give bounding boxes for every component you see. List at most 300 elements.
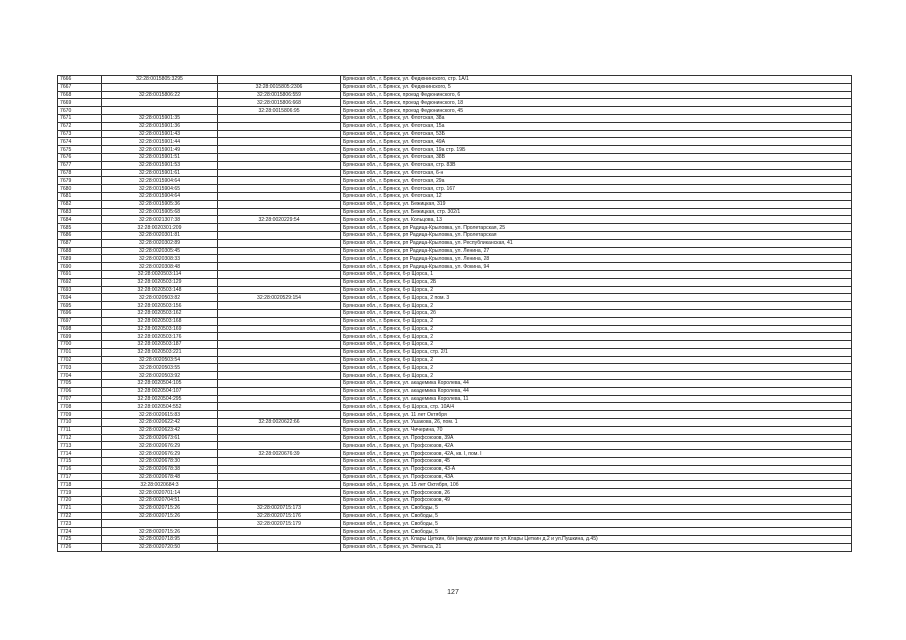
table-row: [58, 255, 852, 263]
row-number-cell: 7707: [58, 395, 102, 403]
related-cadastral-number-cell: [218, 278, 341, 286]
related-cadastral-number-cell: [218, 224, 341, 232]
row-number-cell: 7682: [58, 200, 102, 208]
cadastral-number-cell: 32:28:0015901:51: [102, 153, 218, 161]
cadastral-number-cell: 32:28:0020678:38: [102, 465, 218, 473]
table-row: [58, 286, 852, 294]
registry-table: [57, 75, 852, 552]
related-cadastral-number-cell: [218, 122, 341, 130]
related-cadastral-number-cell: [218, 114, 341, 122]
related-cadastral-number-cell: [218, 309, 341, 317]
address-cell: Брянская обл., г. Брянск, ул. академика Королева, 44: [341, 380, 852, 388]
cadastral-number-cell: 32:28:0020676:29: [102, 450, 218, 458]
table-row: [58, 138, 852, 146]
address-cell: Брянская обл., г. Брянск, рп Радица-Крыловка, ул. Ленина, 27: [341, 247, 852, 255]
cadastral-number-cell: 32:28:0020503:169: [102, 325, 218, 333]
table-row: [58, 317, 852, 325]
related-cadastral-number-cell: 32:28:0020529:154: [218, 294, 341, 302]
related-cadastral-number-cell: [218, 333, 341, 341]
row-number-cell: 7722: [58, 512, 102, 520]
related-cadastral-number-cell: [218, 387, 341, 395]
address-cell: Брянская обл., г. Брянск, ул. Профсоюзов, 43-А: [341, 465, 852, 473]
address-cell: Брянская обл., г. Брянск, ул. Чичерина, 70: [341, 426, 852, 434]
row-number-cell: 7675: [58, 146, 102, 154]
table-row: [58, 325, 852, 333]
related-cadastral-number-cell: [218, 192, 341, 200]
cadastral-number-cell: 32:28:0020623:42: [102, 426, 218, 434]
row-number-cell: 7669: [58, 99, 102, 107]
related-cadastral-number-cell: [218, 263, 341, 271]
cadastral-number-cell: 32:28:0020503:54: [102, 356, 218, 364]
address-cell: Брянская обл., г. Брянск, ул. Флотская, 12: [341, 192, 852, 200]
row-number-cell: 7674: [58, 138, 102, 146]
address-cell: Брянская обл., г. Брянск, ул. Кольцова, 13: [341, 216, 852, 224]
cadastral-number-cell: 32:28:0020503:148: [102, 286, 218, 294]
related-cadastral-number-cell: [218, 317, 341, 325]
cadastral-number-cell: 32:28:0020504:107: [102, 387, 218, 395]
table-row: [58, 473, 852, 481]
table-row: [58, 442, 852, 450]
related-cadastral-number-cell: [218, 403, 341, 411]
cadastral-number-cell: 32:28:0020718:95: [102, 536, 218, 544]
table-row: [58, 231, 852, 239]
related-cadastral-number-cell: 32:28:0015806:95: [218, 107, 341, 115]
registry-table-body: [58, 76, 852, 552]
table-row: [58, 395, 852, 403]
row-number-cell: 7710: [58, 419, 102, 427]
table-row: [58, 169, 852, 177]
address-cell: Брянская обл., г. Брянск, б-р Щорса, 1: [341, 270, 852, 278]
related-cadastral-number-cell: [218, 442, 341, 450]
related-cadastral-number-cell: [218, 169, 341, 177]
table-row: [58, 356, 852, 364]
address-cell: Брянская обл., г. Брянск, б-р Щорса, 2: [341, 317, 852, 325]
row-number-cell: 7709: [58, 411, 102, 419]
cadastral-number-cell: 32:28:0015901:44: [102, 138, 218, 146]
row-number-cell: 7698: [58, 325, 102, 333]
row-number-cell: 7680: [58, 185, 102, 193]
table-row: [58, 536, 852, 544]
row-number-cell: 7696: [58, 309, 102, 317]
cadastral-number-cell: 32:28:0020301:81: [102, 231, 218, 239]
related-cadastral-number-cell: [218, 270, 341, 278]
table-row: [58, 114, 852, 122]
row-number-cell: 7723: [58, 520, 102, 528]
address-cell: Брянская обл., г. Брянск, б-р Щорса, 2б: [341, 309, 852, 317]
related-cadastral-number-cell: [218, 380, 341, 388]
related-cadastral-number-cell: [218, 302, 341, 310]
address-cell: Брянская обл., г. Брянск, б-р Щорса, стр. 2/1: [341, 348, 852, 356]
cadastral-number-cell: [102, 107, 218, 115]
row-number-cell: 7711: [58, 426, 102, 434]
cadastral-number-cell: [102, 520, 218, 528]
table-row: [58, 83, 852, 91]
cadastral-number-cell: 32:28:0015805:3295: [102, 76, 218, 84]
related-cadastral-number-cell: [218, 395, 341, 403]
cadastral-number-cell: 32:28:0020503:114: [102, 270, 218, 278]
related-cadastral-number-cell: [218, 372, 341, 380]
related-cadastral-number-cell: [218, 348, 341, 356]
table-row: [58, 146, 852, 154]
address-cell: Брянская обл., г. Брянск, ул. Профсоюзов, 39А: [341, 434, 852, 442]
table-row: [58, 224, 852, 232]
related-cadastral-number-cell: [218, 286, 341, 294]
row-number-cell: 7703: [58, 364, 102, 372]
address-cell: Брянская обл., г. Брянск, ул. Профсоюзов, 26: [341, 489, 852, 497]
address-cell: Брянская обл., г. Брянск, б-р Щорса, 2: [341, 364, 852, 372]
row-number-cell: 7695: [58, 302, 102, 310]
address-cell: Брянская обл., г. Брянск, проезд Федюнинского, 45: [341, 107, 852, 115]
cadastral-number-cell: 32:28:0020715:26: [102, 512, 218, 520]
table-row: [58, 528, 852, 536]
page-number: 127: [447, 589, 459, 596]
address-cell: Брянская обл., г. Брянск, ул. Флотская, 6-н: [341, 169, 852, 177]
cadastral-number-cell: 32:28:0020504:295: [102, 395, 218, 403]
table-row: [58, 91, 852, 99]
table-row: [58, 208, 852, 216]
address-cell: Брянская обл., г. Брянск, ул. Ушакова, 26, пом. 1: [341, 419, 852, 427]
table-row: [58, 380, 852, 388]
row-number-cell: 7690: [58, 263, 102, 271]
row-number-cell: 7689: [58, 255, 102, 263]
address-cell: Брянская обл., г. Брянск, б-р Щорса, 2: [341, 356, 852, 364]
related-cadastral-number-cell: [218, 528, 341, 536]
cadastral-number-cell: 32:28:0020305:45: [102, 247, 218, 255]
related-cadastral-number-cell: [218, 146, 341, 154]
cadastral-number-cell: 32:28:0020503:82: [102, 294, 218, 302]
cadastral-number-cell: 32:28:0020720:50: [102, 543, 218, 551]
table-row: [58, 465, 852, 473]
row-number-cell: 7693: [58, 286, 102, 294]
table-row: [58, 185, 852, 193]
row-number-cell: 7714: [58, 450, 102, 458]
address-cell: Брянская обл., г. Брянск, б-р Щорса, стр. 10А/4: [341, 403, 852, 411]
cadastral-number-cell: 32:28:0020503:156: [102, 302, 218, 310]
cadastral-number-cell: 32:28:0015901:61: [102, 169, 218, 177]
related-cadastral-number-cell: [218, 356, 341, 364]
row-number-cell: 7725: [58, 536, 102, 544]
related-cadastral-number-cell: [218, 458, 341, 466]
address-cell: Брянская обл., г. Брянск, б-р Щорса, 2: [341, 341, 852, 349]
cadastral-number-cell: 32:28:0020503:129: [102, 278, 218, 286]
address-cell: Брянская обл., г. Брянск, ул. Свободы, 5: [341, 520, 852, 528]
related-cadastral-number-cell: 32:28:0020229:54: [218, 216, 341, 224]
table-row: [58, 434, 852, 442]
table-row: [58, 372, 852, 380]
table-row: [58, 153, 852, 161]
table-row: [58, 294, 852, 302]
row-number-cell: 7712: [58, 434, 102, 442]
row-number-cell: 7720: [58, 497, 102, 505]
row-number-cell: 7666: [58, 76, 102, 84]
address-cell: Брянская обл., г. Брянск, ул. Флотская, 19а стр. 19Б: [341, 146, 852, 154]
related-cadastral-number-cell: [218, 76, 341, 84]
row-number-cell: 7706: [58, 387, 102, 395]
row-number-cell: 7715: [58, 458, 102, 466]
table-row: [58, 239, 852, 247]
cadastral-number-cell: 32:28:0015901:53: [102, 161, 218, 169]
related-cadastral-number-cell: [218, 481, 341, 489]
cadastral-number-cell: 32:28:0020301:209: [102, 224, 218, 232]
table-row: [58, 364, 852, 372]
cadastral-number-cell: 32:28:0020503:221: [102, 348, 218, 356]
registry-sheet: [57, 75, 852, 552]
table-row: [58, 216, 852, 224]
cadastral-number-cell: 32:28:0015901:43: [102, 130, 218, 138]
address-cell: Брянская обл., г. Брянск, ул. Флотская, 53Б: [341, 130, 852, 138]
cadastral-number-cell: 32:28:0020673:61: [102, 434, 218, 442]
table-row: [58, 247, 852, 255]
related-cadastral-number-cell: [218, 231, 341, 239]
related-cadastral-number-cell: [218, 536, 341, 544]
address-cell: Брянская обл., г. Брянск, ул. академика Королева, 11: [341, 395, 852, 403]
address-cell: Брянская обл., г. Брянск, б-р Щорса, 2: [341, 302, 852, 310]
table-row: [58, 192, 852, 200]
cadastral-number-cell: 32:28:0020504:552: [102, 403, 218, 411]
cadastral-number-cell: 32:28:0020503:162: [102, 309, 218, 317]
row-number-cell: 7713: [58, 442, 102, 450]
row-number-cell: 7721: [58, 504, 102, 512]
related-cadastral-number-cell: 32:28:0020622:66: [218, 419, 341, 427]
table-row: [58, 99, 852, 107]
related-cadastral-number-cell: [218, 200, 341, 208]
related-cadastral-number-cell: [218, 325, 341, 333]
related-cadastral-number-cell: [218, 185, 341, 193]
address-cell: Брянская обл., г. Брянск, ул. Энгельса, 21: [341, 543, 852, 551]
address-cell: Брянская обл., г. Брянск, ул. Свободы, 5: [341, 512, 852, 520]
row-number-cell: 7704: [58, 372, 102, 380]
related-cadastral-number-cell: [218, 465, 341, 473]
table-row: [58, 504, 852, 512]
related-cadastral-number-cell: [218, 138, 341, 146]
cadastral-number-cell: 32:28:0015904:64: [102, 192, 218, 200]
address-cell: Брянская обл., г. Брянск, б-р Щорса, 2: [341, 286, 852, 294]
address-cell: Брянская обл., г. Брянск, б-р Щорса, 2Б: [341, 278, 852, 286]
related-cadastral-number-cell: 32:28:0020715:173: [218, 504, 341, 512]
row-number-cell: 7673: [58, 130, 102, 138]
address-cell: Брянская обл., г. Брянск, ул. Федюнинского, 5: [341, 83, 852, 91]
table-row: [58, 543, 852, 551]
cadastral-number-cell: 32:28:0015901:35: [102, 114, 218, 122]
address-cell: Брянская обл., г. Брянск, ул. 11 лет Октября: [341, 411, 852, 419]
cadastral-number-cell: 32:28:0015905:36: [102, 200, 218, 208]
cadastral-number-cell: 32:28:0020676:29: [102, 442, 218, 450]
related-cadastral-number-cell: 32:28:0020676:39: [218, 450, 341, 458]
cadastral-number-cell: 32:28:0020503:168: [102, 317, 218, 325]
table-row: [58, 403, 852, 411]
table-row: [58, 76, 852, 84]
related-cadastral-number-cell: [218, 247, 341, 255]
address-cell: Брянская обл., г. Брянск, ул. Флотская, стр. 167: [341, 185, 852, 193]
address-cell: Брянская обл., г. Брянск, ул. Флотская, 38а: [341, 114, 852, 122]
address-cell: Брянская обл., г. Брянск, ул. Флотская, стр. 83В: [341, 161, 852, 169]
row-number-cell: 7678: [58, 169, 102, 177]
address-cell: Брянская обл., г. Брянск, ул. Бежицкая, стр. 302/1: [341, 208, 852, 216]
row-number-cell: 7679: [58, 177, 102, 185]
address-cell: Брянская обл., г. Брянск, рп Радица-Крыловка, ул. Пролетарская: [341, 231, 852, 239]
table-row: [58, 481, 852, 489]
table-row: [58, 309, 852, 317]
related-cadastral-number-cell: [218, 161, 341, 169]
address-cell: Брянская обл., г. Брянск, б-р Щорса, 2: [341, 325, 852, 333]
row-number-cell: 7705: [58, 380, 102, 388]
address-cell: Брянская обл., г. Брянск, проезд Федюнинского, 6: [341, 91, 852, 99]
cadastral-number-cell: 32:28:0020503:92: [102, 372, 218, 380]
address-cell: Брянская обл., г. Брянск, б-р Щорса, 2 пом. 3: [341, 294, 852, 302]
row-number-cell: 7692: [58, 278, 102, 286]
row-number-cell: 7718: [58, 481, 102, 489]
row-number-cell: 7691: [58, 270, 102, 278]
table-row: [58, 333, 852, 341]
cadastral-number-cell: 32:28:0015904:64: [102, 177, 218, 185]
address-cell: Брянская обл., г. Брянск, ул. академика Королева, 44: [341, 387, 852, 395]
table-row: [58, 302, 852, 310]
address-cell: Брянская обл., г. Брянск, ул. Свободы, 5: [341, 528, 852, 536]
cadastral-number-cell: 32:28:0020704:51: [102, 497, 218, 505]
row-number-cell: 7697: [58, 317, 102, 325]
table-row: [58, 489, 852, 497]
address-cell: Брянская обл., г. Брянск, ул. Профсоюзов, 42А, кв. I, пом. I: [341, 450, 852, 458]
address-cell: Брянская обл., г. Брянск, ул. Профсоюзов, 49: [341, 497, 852, 505]
address-cell: Брянская обл., г. Брянск, ул. Бежицкая, 319: [341, 200, 852, 208]
address-cell: Брянская обл., г. Брянск, рп Радица-Крыловка, ул. Пролетарская, 25: [341, 224, 852, 232]
cadastral-number-cell: 32:28:0020615:83: [102, 411, 218, 419]
table-row: [58, 497, 852, 505]
cadastral-number-cell: 32:28:0020715:26: [102, 528, 218, 536]
address-cell: Брянская обл., г. Брянск, рп Радица-Крыловка, ул. Фокина, 94: [341, 263, 852, 271]
related-cadastral-number-cell: 32:28:0015806:559: [218, 91, 341, 99]
address-cell: Брянская обл., г. Брянск, ул. Клары Цеткин, б/н (между домами по ул.Клары Цеткин д.2 и ул.Пушкина, д.45): [341, 536, 852, 544]
related-cadastral-number-cell: [218, 255, 341, 263]
address-cell: Брянская обл., г. Брянск, ул. Профсоюзов, 42А: [341, 442, 852, 450]
table-row: [58, 200, 852, 208]
cadastral-number-cell: 32:28:0020308:48: [102, 263, 218, 271]
related-cadastral-number-cell: [218, 208, 341, 216]
cadastral-number-cell: 32:28:0015901:49: [102, 146, 218, 154]
row-number-cell: 7699: [58, 333, 102, 341]
cadastral-number-cell: 32:28:0020684:3: [102, 481, 218, 489]
related-cadastral-number-cell: 32:28:0015806:668: [218, 99, 341, 107]
address-cell: Брянская обл., г. Брянск, ул. Флотская, 15а: [341, 122, 852, 130]
related-cadastral-number-cell: [218, 434, 341, 442]
cadastral-number-cell: [102, 83, 218, 91]
address-cell: Брянская обл., г. Брянск, б-р Щорса, 2: [341, 333, 852, 341]
row-number-cell: 7726: [58, 543, 102, 551]
related-cadastral-number-cell: [218, 411, 341, 419]
cadastral-number-cell: 32:28:0015806:22: [102, 91, 218, 99]
table-row: [58, 450, 852, 458]
address-cell: Брянская обл., г. Брянск, ул. Флотская, 49А: [341, 138, 852, 146]
row-number-cell: 7670: [58, 107, 102, 115]
row-number-cell: 7671: [58, 114, 102, 122]
table-row: [58, 458, 852, 466]
cadastral-number-cell: 32:28:0020715:26: [102, 504, 218, 512]
related-cadastral-number-cell: [218, 489, 341, 497]
row-number-cell: 7667: [58, 83, 102, 91]
table-row: [58, 161, 852, 169]
cadastral-number-cell: 32:28:0020678:48: [102, 473, 218, 481]
address-cell: Брянская обл., г. Брянск, рп Радица-Крыловка, ул. Республиканская, 41: [341, 239, 852, 247]
cadastral-number-cell: 32:28:0020678:30: [102, 458, 218, 466]
cadastral-number-cell: 32:28:0015905:68: [102, 208, 218, 216]
address-cell: Брянская обл., г. Брянск, ул. 15 лет Октября, 10б: [341, 481, 852, 489]
address-cell: Брянская обл., г. Брянск, б-р Щорса, 2: [341, 372, 852, 380]
table-row: [58, 387, 852, 395]
address-cell: Брянская обл., г. Брянск, ул. Свободы, 5: [341, 504, 852, 512]
row-number-cell: 7685: [58, 224, 102, 232]
cadastral-number-cell: 32:28:0020622:42: [102, 419, 218, 427]
related-cadastral-number-cell: [218, 341, 341, 349]
table-row: [58, 419, 852, 427]
related-cadastral-number-cell: [218, 364, 341, 372]
cadastral-number-cell: 32:28:0020308:33: [102, 255, 218, 263]
table-row: [58, 426, 852, 434]
row-number-cell: 7677: [58, 161, 102, 169]
table-row: [58, 263, 852, 271]
cadastral-number-cell: 32:28:0020503:176: [102, 333, 218, 341]
cadastral-number-cell: 32:28:0020701:14: [102, 489, 218, 497]
row-number-cell: 7681: [58, 192, 102, 200]
cadastral-number-cell: 32:28:0020302:89: [102, 239, 218, 247]
table-row: [58, 520, 852, 528]
related-cadastral-number-cell: [218, 543, 341, 551]
address-cell: Брянская обл., г. Брянск, рп Радица-Крыловка, ул. Ленина, 28: [341, 255, 852, 263]
address-cell: Брянская обл., г. Брянск, ул. Федюнинского, стр. 1А/1: [341, 76, 852, 84]
related-cadastral-number-cell: 32:28:0015805:2306: [218, 83, 341, 91]
related-cadastral-number-cell: 32:28:0020715:176: [218, 512, 341, 520]
row-number-cell: 7687: [58, 239, 102, 247]
cadastral-number-cell: 32:28:0020504:105: [102, 380, 218, 388]
table-row: [58, 348, 852, 356]
table-row: [58, 341, 852, 349]
table-row: [58, 130, 852, 138]
table-row: [58, 177, 852, 185]
table-row: [58, 512, 852, 520]
row-number-cell: 7717: [58, 473, 102, 481]
address-cell: Брянская обл., г. Брянск, ул. Флотская, 29а: [341, 177, 852, 185]
table-row: [58, 107, 852, 115]
table-row: [58, 270, 852, 278]
related-cadastral-number-cell: [218, 426, 341, 434]
related-cadastral-number-cell: [218, 497, 341, 505]
row-number-cell: 7686: [58, 231, 102, 239]
table-row: [58, 278, 852, 286]
cadastral-number-cell: [102, 99, 218, 107]
cadastral-number-cell: 32:28:0021307:38: [102, 216, 218, 224]
row-number-cell: 7700: [58, 341, 102, 349]
row-number-cell: 7702: [58, 356, 102, 364]
table-row: [58, 122, 852, 130]
related-cadastral-number-cell: [218, 473, 341, 481]
related-cadastral-number-cell: 32:28:0020715:179: [218, 520, 341, 528]
row-number-cell: 7668: [58, 91, 102, 99]
address-cell: Брянская обл., г. Брянск, ул. Профсоюзов, 45: [341, 458, 852, 466]
row-number-cell: 7684: [58, 216, 102, 224]
cadastral-number-cell: 32:28:0020503:55: [102, 364, 218, 372]
related-cadastral-number-cell: [218, 153, 341, 161]
address-cell: Брянская обл., г. Брянск, проезд Федюнинского, 18: [341, 99, 852, 107]
related-cadastral-number-cell: [218, 239, 341, 247]
row-number-cell: 7708: [58, 403, 102, 411]
row-number-cell: 7672: [58, 122, 102, 130]
row-number-cell: 7719: [58, 489, 102, 497]
row-number-cell: 7676: [58, 153, 102, 161]
row-number-cell: 7683: [58, 208, 102, 216]
row-number-cell: 7716: [58, 465, 102, 473]
cadastral-number-cell: 32:28:0020503:187: [102, 341, 218, 349]
row-number-cell: 7724: [58, 528, 102, 536]
table-row: [58, 411, 852, 419]
